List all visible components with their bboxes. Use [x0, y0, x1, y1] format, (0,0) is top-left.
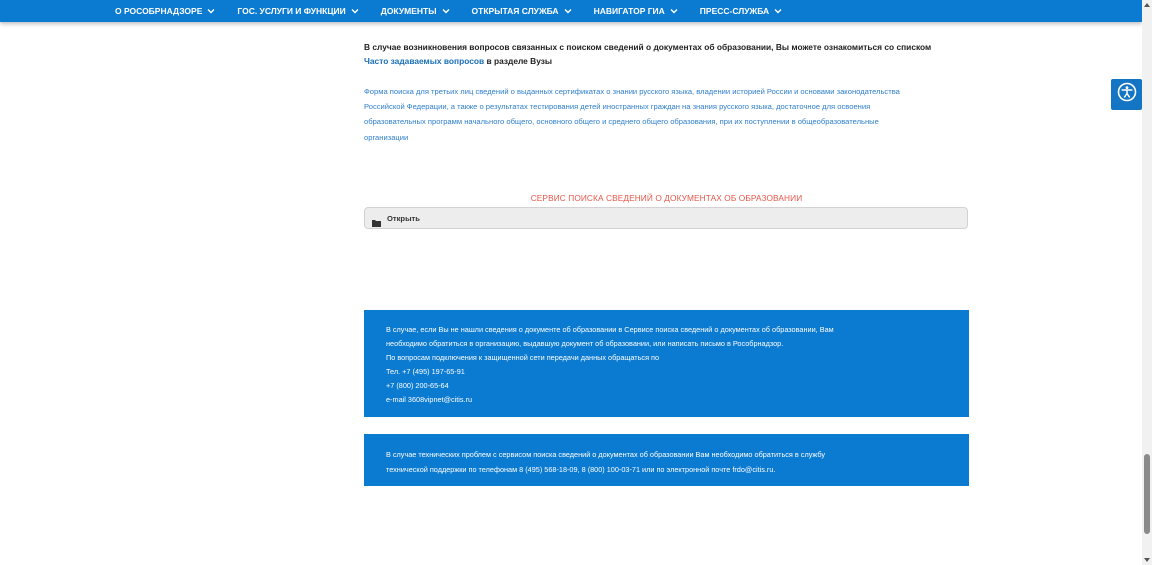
description-line: организации	[364, 132, 409, 142]
support-line: технической поддержки по телефонам 8 (495) 568-18-09, 8 (800) 100-03-71 или по электронной почте frdo@citis.ru.	[386, 464, 776, 474]
chevron-down-icon	[774, 8, 782, 14]
nav-item-label: ГОС. УСЛУГИ И ФУНКЦИИ	[237, 6, 346, 16]
nav-item-label: ПРЕСС-СЛУЖБА	[699, 6, 770, 16]
contact-phone: Тел. +7 (495) 197-65-91	[386, 367, 465, 376]
chevron-down-icon	[207, 8, 215, 14]
faq-link[interactable]: Часто задаваемых вопросов	[364, 56, 485, 66]
chevron-down-icon	[670, 8, 678, 14]
scrollbar-thumb[interactable]	[1144, 454, 1150, 534]
contact-phone: +7 (800) 200-65-64	[386, 381, 449, 390]
nav-item-label: ОТКРЫТАЯ СЛУЖБА	[471, 6, 559, 16]
contact-line: По вопросам подключения к защищенной сети передачи данных обращаться по	[386, 353, 660, 362]
service-title: СЕРВИС ПОИСКА СВЕДЕНИЙ О ДОКУМЕНТАХ ОБ ОБРАЗОВАНИИ	[530, 193, 803, 203]
nav-item-documents[interactable]	[381, 6, 450, 16]
scroll-down-arrow-icon[interactable]	[1142, 555, 1152, 565]
faq-notice	[364, 40, 974, 68]
description-line: образовательных программ начального общего, основного общего и среднего общего образования, при их поступлении в общеобразовательные	[364, 117, 879, 127]
folder-icon	[372, 214, 381, 222]
description-line: Российской Федерации, а также о результатах тестирования детей иностранных граждан на знания русского языка, достаточное для освоения	[364, 102, 871, 112]
accordion-label: Открыть	[387, 213, 420, 223]
accessibility-button[interactable]	[1111, 79, 1142, 110]
contact-info-box	[364, 310, 969, 417]
nav-item-label: НАВИГАТОР ГИА	[593, 6, 665, 16]
nav-item-press[interactable]	[700, 6, 782, 16]
nav-item-about[interactable]	[115, 6, 215, 16]
nav-item-label: О РОСОБРНАДЗОРЕ	[115, 6, 203, 16]
contact-line: В случае, если Вы не нашли сведения о документе об образовании в Сервисе поиска сведений о документах об образовании, Вам	[386, 325, 834, 334]
nav-item-label: ДОКУМЕНТЫ	[380, 6, 437, 16]
contact-email: e-mail 3608vipnet@citis.ru	[386, 395, 473, 404]
description-line: Форма поиска для третьих лиц сведений о выданных сертификатах о знании русского языка, владении историей России и основами законодательства	[364, 87, 900, 96]
nav-item-open-service[interactable]	[472, 6, 572, 16]
vertical-scrollbar[interactable]	[1142, 0, 1152, 565]
certificate-search-description	[364, 84, 974, 145]
open-accordion[interactable]	[364, 207, 968, 229]
nav-item-services[interactable]	[237, 6, 358, 16]
chevron-down-icon	[351, 8, 359, 14]
chevron-down-icon	[564, 8, 572, 14]
faq-notice-suffix: в разделе Вузы	[486, 56, 553, 66]
faq-notice-text: В случае возникновения вопросов связанных с поиском сведений о документах об образовании, Вы можете ознакомиться со списком	[364, 42, 932, 52]
support-info-box	[364, 434, 969, 486]
top-navigation	[0, 0, 1142, 22]
contact-line: необходимо обратиться в организацию, выдавшую документ об образовании, или написать письмо в Рособрнадзор.	[386, 339, 784, 348]
chevron-down-icon	[442, 8, 450, 14]
support-line: В случае технических проблем с сервисом поиска сведений о документах об образовании Вам необходимо обратиться в службу	[386, 450, 826, 459]
scroll-up-arrow-icon[interactable]	[1142, 0, 1152, 10]
nav-item-gia-navigator[interactable]	[594, 6, 678, 16]
accessibility-icon	[1117, 82, 1137, 107]
